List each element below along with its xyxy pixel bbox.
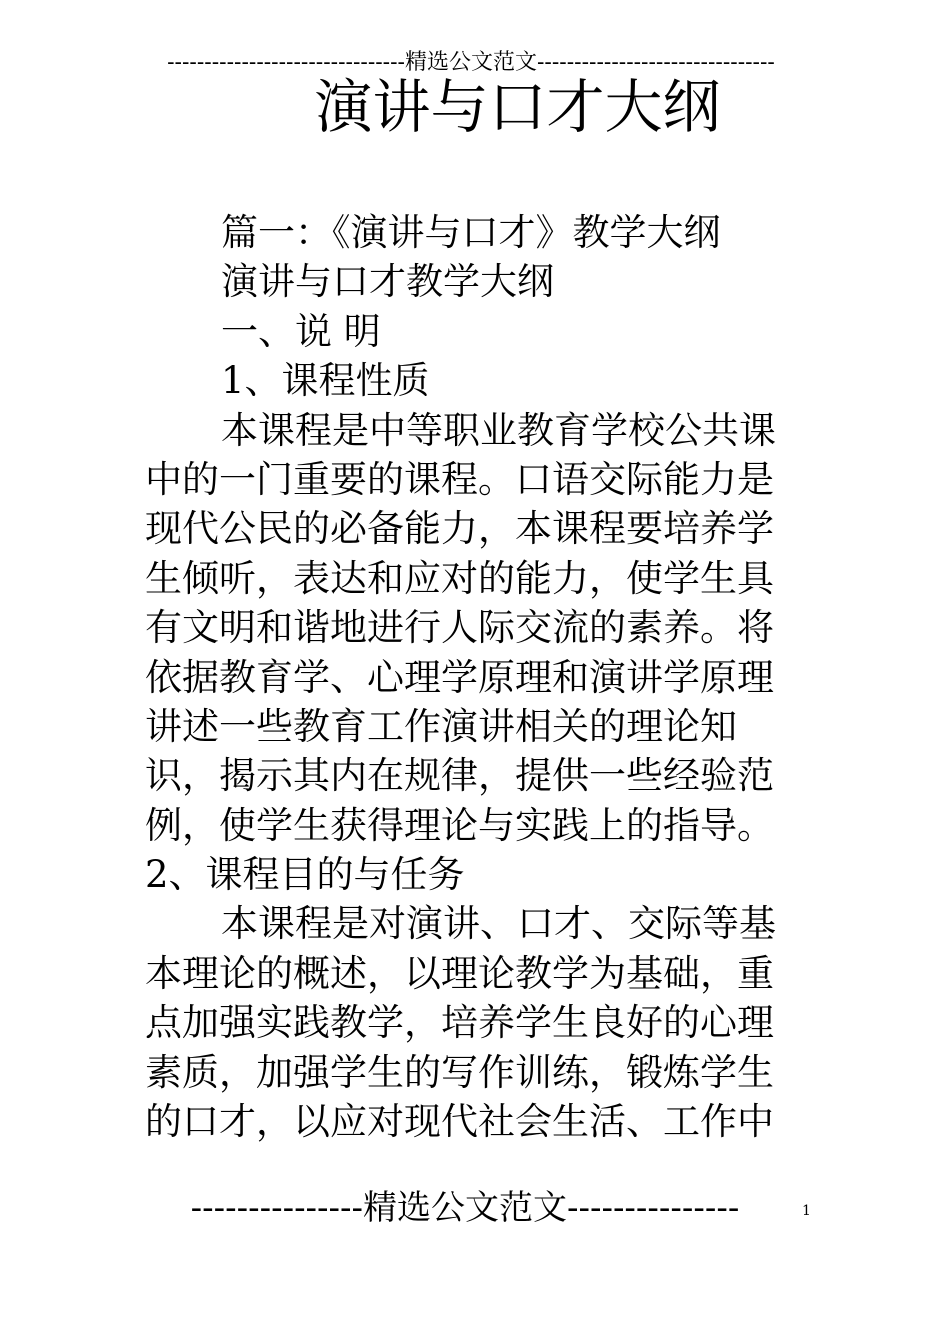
text-line: 有文明和谐地进行人际交流的素养。将 [145,606,774,650]
text-line: 篇一：《演讲与口才》教学大纲 [221,211,721,254]
document-body [145,208,800,1146]
text-line: 演讲与口才教学大纲 [221,260,554,304]
text-line: 的口才，以应对现代社会生活、工作中 [145,1100,774,1144]
text-line: 依据教育学、心理学原理和演讲学原理 [145,655,774,699]
text-line: 生倾听，表达和应对的能力，使学生具 [145,556,774,600]
text-line: 本课程是中等职业教育学校公共课 [221,408,776,452]
page-footer: ---------------精选公文范文--------------- [190,1188,740,1228]
document-title: 演讲与口才大纲 [314,73,721,141]
page-number: 1 [802,1203,811,1219]
text-line: 素质，加强学生的写作训练，锻炼学生 [145,1050,774,1094]
text-line: 点加强实践教学，培养学生良好的心理 [145,1001,774,1045]
text-line: 本理论的概述，以理论教学为基础，重 [145,951,774,995]
text-line: 一、说 明 [221,309,381,353]
text-line: 1、课程性质 [221,359,430,403]
text-line: 中的一门重要的课程。口语交际能力是 [145,457,774,501]
text-line: 现代公民的必备能力，本课程要培养学 [145,507,774,551]
text-line: 讲述一些教育工作演讲相关的理论知 [145,704,737,748]
text-line: 例，使学生获得理论与实践上的指导。 [145,803,774,847]
text-line: 本课程是对演讲、口才、交际等基 [221,902,776,946]
text-line: 2、课程目的与任务 [145,853,465,897]
text-line: 识，揭示其内在规律，提供一些经验范 [145,754,774,798]
page-header: --------------------------------精选公文范文-------------------------------- [167,50,775,75]
